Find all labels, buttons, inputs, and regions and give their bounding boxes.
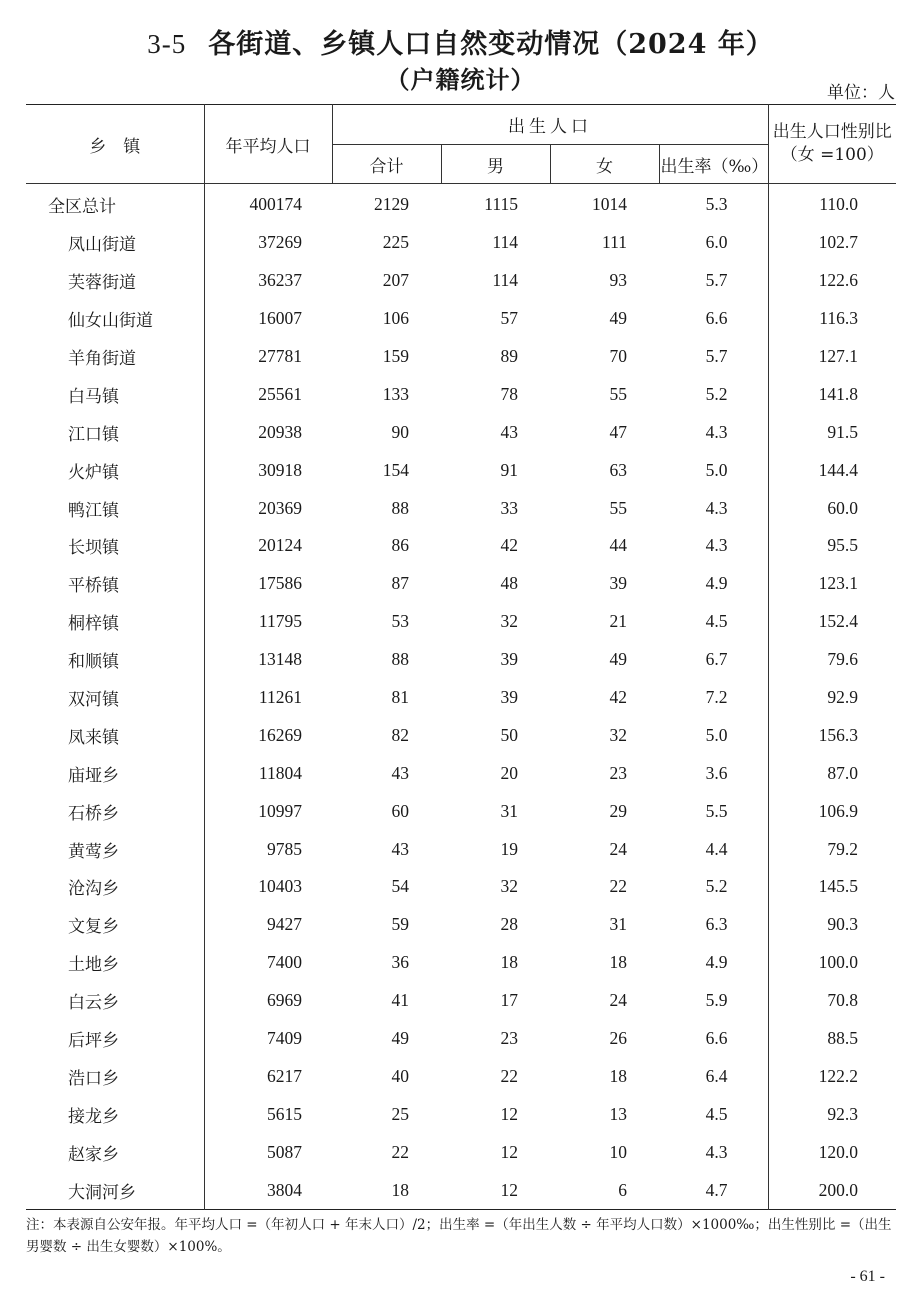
- township-name-cell: 江口镇: [68, 424, 119, 445]
- birth-male-cell: 57: [500, 308, 518, 329]
- sex-ratio-cell: 87.0: [768, 754, 896, 792]
- birth-female-cell: 44: [609, 535, 627, 556]
- birth-female-cell: 1014: [592, 194, 627, 215]
- birth-male-cell: 39: [500, 687, 518, 708]
- birth-rate-cell: 4.3: [705, 1141, 728, 1162]
- birth-total-cell: 53: [391, 611, 409, 632]
- table-row: [26, 868, 896, 906]
- birth-female-cell: 18: [609, 1065, 627, 1086]
- avg-population-cell: 5615: [204, 1095, 332, 1133]
- birth-total-cell: 59: [391, 914, 409, 935]
- header-sex-ratio: 出生人口性别比（女 =100）: [768, 105, 896, 184]
- birth-rate-cell: 5.7: [705, 346, 728, 366]
- sex-ratio-cell: 79.2: [768, 830, 896, 868]
- township-name-cell: 双河镇: [68, 690, 119, 711]
- birth-male-cell: 12: [500, 1179, 518, 1200]
- birth-rate-cell: 6.0: [705, 232, 728, 253]
- birth-female-cell: 24: [609, 990, 627, 1011]
- township-name-cell: 赵家乡: [68, 1144, 119, 1165]
- birth-total-cell: 43: [391, 762, 409, 783]
- birth-female-cell: 55: [609, 497, 627, 518]
- birth-total-cell: 133: [382, 383, 409, 404]
- birth-female-cell: 49: [609, 308, 627, 329]
- birth-female-cell: 70: [609, 346, 627, 366]
- birth-rate-cell: 4.3: [705, 497, 728, 518]
- birth-total-cell: 87: [391, 573, 409, 594]
- birth-female-cell: 21: [609, 611, 627, 632]
- sex-ratio-cell: 120.0: [768, 1133, 896, 1171]
- township-name-cell: 凤来镇: [68, 727, 119, 748]
- birth-total-cell: 25: [391, 1103, 409, 1124]
- birth-female-cell: 39: [609, 573, 627, 594]
- sex-ratio-cell: 127.1: [768, 338, 896, 376]
- table-row: [26, 792, 896, 830]
- avg-population-cell: 25561: [204, 375, 332, 413]
- township-name-cell: 土地乡: [68, 955, 119, 976]
- birth-total-cell: 225: [382, 232, 409, 253]
- sex-ratio-cell: 123.1: [768, 565, 896, 603]
- table-row: [26, 641, 896, 679]
- birth-rate-cell: 5.0: [705, 459, 728, 480]
- avg-population-cell: 20124: [204, 527, 332, 565]
- birth-rate-cell: 6.3: [705, 914, 728, 935]
- birth-rate-cell: 4.9: [705, 952, 728, 973]
- birth-total-cell: 41: [391, 990, 409, 1011]
- table-row: [26, 906, 896, 944]
- avg-population-cell: 17586: [204, 565, 332, 603]
- birth-rate-cell: 6.6: [705, 1028, 728, 1049]
- birth-total-cell: 106: [382, 308, 409, 329]
- avg-population-cell: 3804: [204, 1171, 332, 1209]
- table-row: [26, 830, 896, 868]
- birth-female-cell: 26: [609, 1028, 627, 1049]
- birth-total-cell: 90: [391, 421, 409, 442]
- township-name-cell: 仙女山街道: [68, 311, 153, 332]
- sex-ratio-cell: 145.5: [768, 868, 896, 906]
- avg-population-cell: 5087: [204, 1133, 332, 1171]
- table-row: [26, 716, 896, 754]
- township-name-cell: 和顺镇: [68, 652, 119, 673]
- birth-rate-cell: 6.6: [705, 308, 728, 329]
- sex-ratio-cell: 79.6: [768, 641, 896, 679]
- birth-total-cell: 88: [391, 497, 409, 518]
- header-township: 乡 镇: [26, 105, 204, 184]
- township-name-cell: 白云乡: [68, 993, 119, 1014]
- birth-female-cell: 93: [609, 270, 627, 291]
- birth-female-cell: 24: [609, 838, 627, 859]
- township-name-cell: 接龙乡: [68, 1106, 119, 1127]
- sex-ratio-cell: 60.0: [768, 489, 896, 527]
- sex-ratio-cell: 116.3: [768, 300, 896, 338]
- birth-total-cell: 22: [391, 1141, 409, 1162]
- page-number: - 61 -: [850, 1268, 885, 1285]
- birth-rate-cell: 4.5: [705, 611, 728, 632]
- birth-female-cell: 47: [609, 421, 627, 442]
- birth-female-cell: 42: [609, 687, 627, 708]
- table-row: [26, 262, 896, 300]
- township-name-cell: 浩口乡: [68, 1068, 119, 1089]
- township-name-cell: 大洞河乡: [68, 1182, 136, 1203]
- table-title: 各街道、乡镇人口自然变动情况（2024 年）: [208, 29, 774, 60]
- avg-population-cell: 11795: [204, 603, 332, 641]
- table-subtitle: （户籍统计）: [385, 65, 536, 94]
- avg-population-cell: 6969: [204, 982, 332, 1020]
- birth-total-cell: 43: [391, 838, 409, 859]
- birth-male-cell: 1115: [484, 194, 518, 215]
- birth-rate-cell: 5.9: [705, 990, 728, 1011]
- table-row: [26, 1171, 896, 1209]
- birth-female-cell: 6: [618, 1179, 627, 1200]
- township-name-cell: 庙垭乡: [68, 765, 119, 786]
- sex-ratio-cell: 95.5: [768, 527, 896, 565]
- birth-male-cell: 23: [500, 1028, 518, 1049]
- township-name-cell: 鸭江镇: [68, 500, 119, 521]
- birth-female-cell: 55: [609, 383, 627, 404]
- birth-total-cell: 154: [382, 459, 409, 480]
- avg-population-cell: 36237: [204, 262, 332, 300]
- birth-rate-cell: 7.2: [705, 687, 728, 708]
- birth-female-cell: 31: [609, 914, 627, 935]
- birth-rate-cell: 4.5: [705, 1103, 728, 1124]
- avg-population-cell: 7400: [204, 944, 332, 982]
- township-name-cell: 黄莺乡: [68, 841, 119, 862]
- birth-male-cell: 31: [500, 800, 518, 821]
- birth-male-cell: 12: [500, 1103, 518, 1124]
- table-row: [26, 1133, 896, 1171]
- avg-population-cell: 400174: [204, 184, 332, 224]
- birth-male-cell: 91: [500, 459, 518, 480]
- avg-population-cell: 11804: [204, 754, 332, 792]
- sex-ratio-cell: 91.5: [768, 413, 896, 451]
- birth-female-cell: 23: [609, 762, 627, 783]
- avg-population-cell: 6217: [204, 1057, 332, 1095]
- birth-female-cell: 13: [609, 1103, 627, 1124]
- township-name-cell: 后坪乡: [68, 1031, 119, 1052]
- birth-male-cell: 12: [500, 1141, 518, 1162]
- birth-male-cell: 48: [500, 573, 518, 594]
- sex-ratio-cell: 70.8: [768, 982, 896, 1020]
- birth-rate-cell: 4.7: [705, 1179, 728, 1200]
- table-row: [26, 527, 896, 565]
- sex-ratio-cell: 141.8: [768, 375, 896, 413]
- avg-population-cell: 27781: [204, 338, 332, 376]
- table-row: [26, 1020, 896, 1058]
- table-row: [26, 944, 896, 982]
- birth-total-cell: 54: [391, 876, 409, 897]
- township-name-cell: 石桥乡: [68, 803, 119, 824]
- birth-rate-cell: 4.3: [705, 421, 728, 442]
- header-female: 女: [550, 145, 659, 184]
- table-number: 3-5: [147, 29, 187, 59]
- sex-ratio-cell: 122.2: [768, 1057, 896, 1095]
- avg-population-cell: 9785: [204, 830, 332, 868]
- header-birth-group: 出生人口: [332, 105, 768, 145]
- birth-rate-cell: 5.2: [705, 383, 728, 404]
- table-row: [26, 338, 896, 376]
- sex-ratio-cell: 156.3: [768, 716, 896, 754]
- table-row: [26, 413, 896, 451]
- birth-total-cell: 49: [391, 1028, 409, 1049]
- birth-male-cell: 17: [500, 990, 518, 1011]
- table-row: [26, 982, 896, 1020]
- table-row: [26, 1095, 896, 1133]
- birth-total-cell: 81: [391, 687, 409, 708]
- birth-male-cell: 22: [500, 1065, 518, 1086]
- table-row: [26, 754, 896, 792]
- birth-rate-cell: 5.7: [705, 270, 728, 291]
- avg-population-cell: 13148: [204, 641, 332, 679]
- population-table: [26, 104, 896, 1210]
- birth-female-cell: 111: [602, 232, 627, 253]
- header-avg-population: 年平均人口: [204, 105, 332, 184]
- township-name-cell: 平桥镇: [68, 576, 119, 597]
- birth-male-cell: 114: [492, 232, 518, 253]
- sex-ratio-cell: 122.6: [768, 262, 896, 300]
- avg-population-cell: 20938: [204, 413, 332, 451]
- birth-female-cell: 18: [609, 952, 627, 973]
- birth-total-cell: 207: [382, 270, 409, 291]
- birth-female-cell: 29: [609, 800, 627, 821]
- birth-rate-cell: 6.7: [705, 649, 728, 670]
- birth-male-cell: 33: [500, 497, 518, 518]
- table-row: [26, 565, 896, 603]
- table-row: [26, 679, 896, 717]
- birth-female-cell: 22: [609, 876, 627, 897]
- avg-population-cell: 30918: [204, 451, 332, 489]
- birth-total-cell: 86: [391, 535, 409, 556]
- birth-rate-cell: 4.3: [705, 535, 728, 556]
- township-name-cell: 全区总计: [48, 197, 116, 218]
- birth-total-cell: 18: [391, 1179, 409, 1200]
- township-name-cell: 火炉镇: [68, 462, 119, 483]
- table-row: [26, 1057, 896, 1095]
- birth-male-cell: 50: [500, 724, 518, 745]
- avg-population-cell: 20369: [204, 489, 332, 527]
- sex-ratio-cell: 106.9: [768, 792, 896, 830]
- birth-male-cell: 18: [500, 952, 518, 973]
- birth-total-cell: 82: [391, 724, 409, 745]
- birth-male-cell: 89: [500, 346, 518, 366]
- sex-ratio-cell: 152.4: [768, 603, 896, 641]
- header-male: 男: [441, 145, 550, 184]
- birth-female-cell: 49: [609, 649, 627, 670]
- township-name-cell: 凤山街道: [68, 235, 136, 256]
- sex-ratio-cell: 92.9: [768, 679, 896, 717]
- birth-rate-cell: 5.5: [705, 800, 728, 821]
- table-row: [26, 375, 896, 413]
- birth-total-cell: 159: [382, 346, 409, 366]
- avg-population-cell: 16007: [204, 300, 332, 338]
- birth-male-cell: 42: [500, 535, 518, 556]
- table-row: [26, 224, 896, 262]
- birth-rate-cell: 3.6: [705, 762, 728, 783]
- birth-male-cell: 19: [500, 838, 518, 859]
- sex-ratio-cell: 88.5: [768, 1020, 896, 1058]
- birth-total-cell: 40: [391, 1065, 409, 1086]
- township-name-cell: 白马镇: [68, 386, 119, 407]
- sex-ratio-cell: 90.3: [768, 906, 896, 944]
- avg-population-cell: 10997: [204, 792, 332, 830]
- township-name-cell: 羊角街道: [68, 349, 136, 369]
- avg-population-cell: 37269: [204, 224, 332, 262]
- sex-ratio-cell: 110.0: [768, 184, 896, 224]
- birth-rate-cell: 6.4: [705, 1065, 728, 1086]
- birth-male-cell: 20: [500, 762, 518, 783]
- birth-male-cell: 43: [500, 421, 518, 442]
- sex-ratio-cell: 144.4: [768, 451, 896, 489]
- birth-female-cell: 32: [609, 724, 627, 745]
- township-name-cell: 沧沟乡: [68, 879, 119, 900]
- avg-population-cell: 7409: [204, 1020, 332, 1058]
- birth-total-cell: 88: [391, 649, 409, 670]
- table-row: [26, 451, 896, 489]
- header-total: 合计: [332, 145, 441, 184]
- birth-total-cell: 36: [391, 952, 409, 973]
- birth-female-cell: 63: [609, 459, 627, 480]
- birth-male-cell: 114: [492, 270, 518, 291]
- township-name-cell: 长坝镇: [68, 538, 119, 559]
- birth-rate-cell: 5.2: [705, 876, 728, 897]
- birth-male-cell: 39: [500, 649, 518, 670]
- birth-male-cell: 78: [500, 383, 518, 404]
- avg-population-cell: 16269: [204, 716, 332, 754]
- birth-rate-cell: 4.9: [705, 573, 728, 594]
- township-name-cell: 文复乡: [68, 917, 119, 938]
- township-name-cell: 桐梓镇: [68, 614, 119, 635]
- sex-ratio-cell: 200.0: [768, 1171, 896, 1209]
- birth-rate-cell: 4.4: [705, 838, 728, 859]
- page-title: [0, 22, 921, 61]
- avg-population-cell: 9427: [204, 906, 332, 944]
- table-row: [26, 184, 896, 224]
- sex-ratio-cell: 92.3: [768, 1095, 896, 1133]
- header-birth-rate: 出生率（‰）: [659, 145, 768, 184]
- unit-label: 单位：人: [827, 83, 895, 103]
- table-row: [26, 603, 896, 641]
- birth-total-cell: 60: [391, 800, 409, 821]
- sex-ratio-cell: 100.0: [768, 944, 896, 982]
- avg-population-cell: 10403: [204, 868, 332, 906]
- sex-ratio-cell: 102.7: [768, 224, 896, 262]
- table-row: [26, 300, 896, 338]
- birth-female-cell: 10: [609, 1141, 627, 1162]
- table-row: [26, 489, 896, 527]
- birth-rate-cell: 5.0: [705, 724, 728, 745]
- birth-total-cell: 2129: [374, 194, 409, 215]
- footnote: 注：本表源自公安年报。年平均人口 =（年初人口 + 年末人口）/2；出生率 =（年出生人数 ÷ 年平均人口数）×1000‰；出生性别比 =（出生男婴数 ÷ 出生女婴数）×100%。: [26, 1217, 892, 1255]
- birth-male-cell: 32: [500, 876, 518, 897]
- birth-male-cell: 28: [500, 914, 518, 935]
- birth-male-cell: 32: [500, 611, 518, 632]
- birth-rate-cell: 5.3: [705, 194, 728, 215]
- avg-population-cell: 11261: [204, 679, 332, 717]
- township-name-cell: 芙蓉街道: [68, 273, 136, 294]
